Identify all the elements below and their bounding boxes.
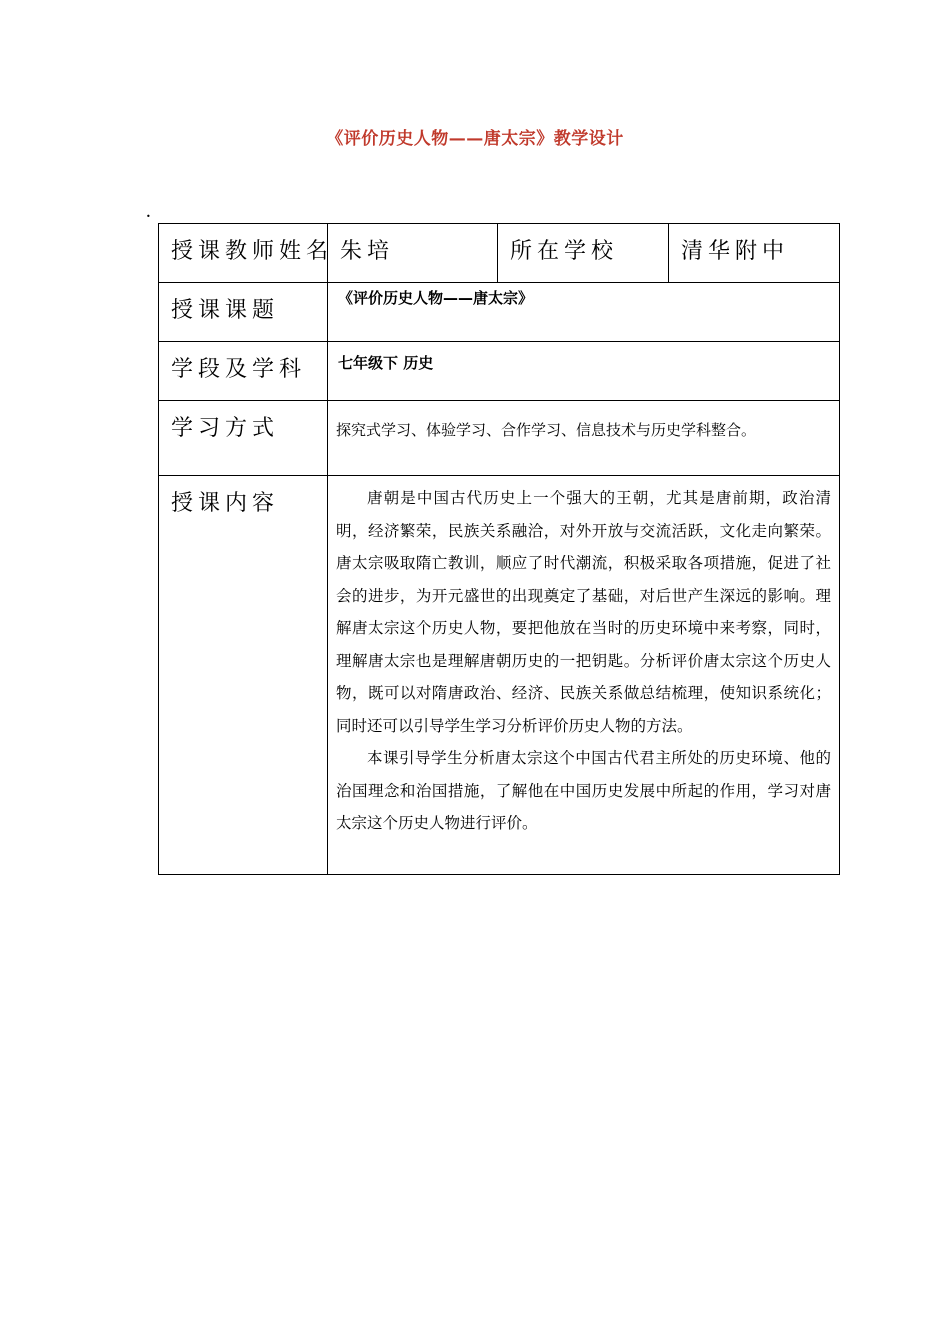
- paragraph-marker: •: [146, 212, 151, 221]
- topic-value: 《评价历史人物——唐太宗》: [328, 283, 840, 342]
- topic-label: 授课课题: [159, 283, 328, 342]
- method-label: 学习方式: [159, 401, 328, 476]
- content-paragraph: 唐朝是中国古代历史上一个强大的王朝，尤其是唐前期，政治清明，经济繁荣，民族关系融洽，对外开放与交流活跃，文化走向繁荣。唐太宗吸取隋亡教训，顺应了时代潮流，积极采取各项措施，促进了社会的进步，为开元盛世的出现奠定了基础，对后世产生深远的影响。理解唐太宗这个历史人物，要把他放在当时的历史环境中来考察，同时，理解唐太宗也是理解唐朝历史的一把钥匙。分析评价唐太宗这个历史人物，既可以对隋唐政治、经济、民族关系做总结梳理，使知识系统化；同时还可以引导学生学习分析评价历史人物的方法。: [336, 489, 831, 735]
- lesson-info-table: [158, 223, 840, 875]
- table-row-teacher: [159, 224, 840, 283]
- table-row-method: [159, 401, 840, 476]
- teacher-name: 朱培: [328, 224, 498, 283]
- content-paragraph: 本课引导学生分析唐太宗这个中国古代君主所处的历史环境、他的治国理念和治国措施，了解他在中国历史发展中所起的作用，学习对唐太宗这个历史人物进行评价。: [336, 749, 831, 832]
- school-label: 所在学校: [498, 224, 669, 283]
- table-row-content: [159, 476, 840, 875]
- document-title: 《评价历史人物——唐太宗》教学设计: [326, 129, 624, 149]
- grade-value: 七年级下 历史: [328, 342, 840, 401]
- table-row-topic: [159, 283, 840, 342]
- grade-label: 学段及学科: [159, 342, 328, 401]
- teacher-label: 授课教师姓名: [159, 224, 328, 283]
- content-body: [328, 476, 840, 875]
- table-row-grade: [159, 342, 840, 401]
- content-label: 授课内容: [159, 476, 328, 875]
- method-value: 探究式学习、体验学习、合作学习、信息技术与历史学科整合。: [328, 401, 840, 476]
- school-name: 清华附中: [669, 224, 840, 283]
